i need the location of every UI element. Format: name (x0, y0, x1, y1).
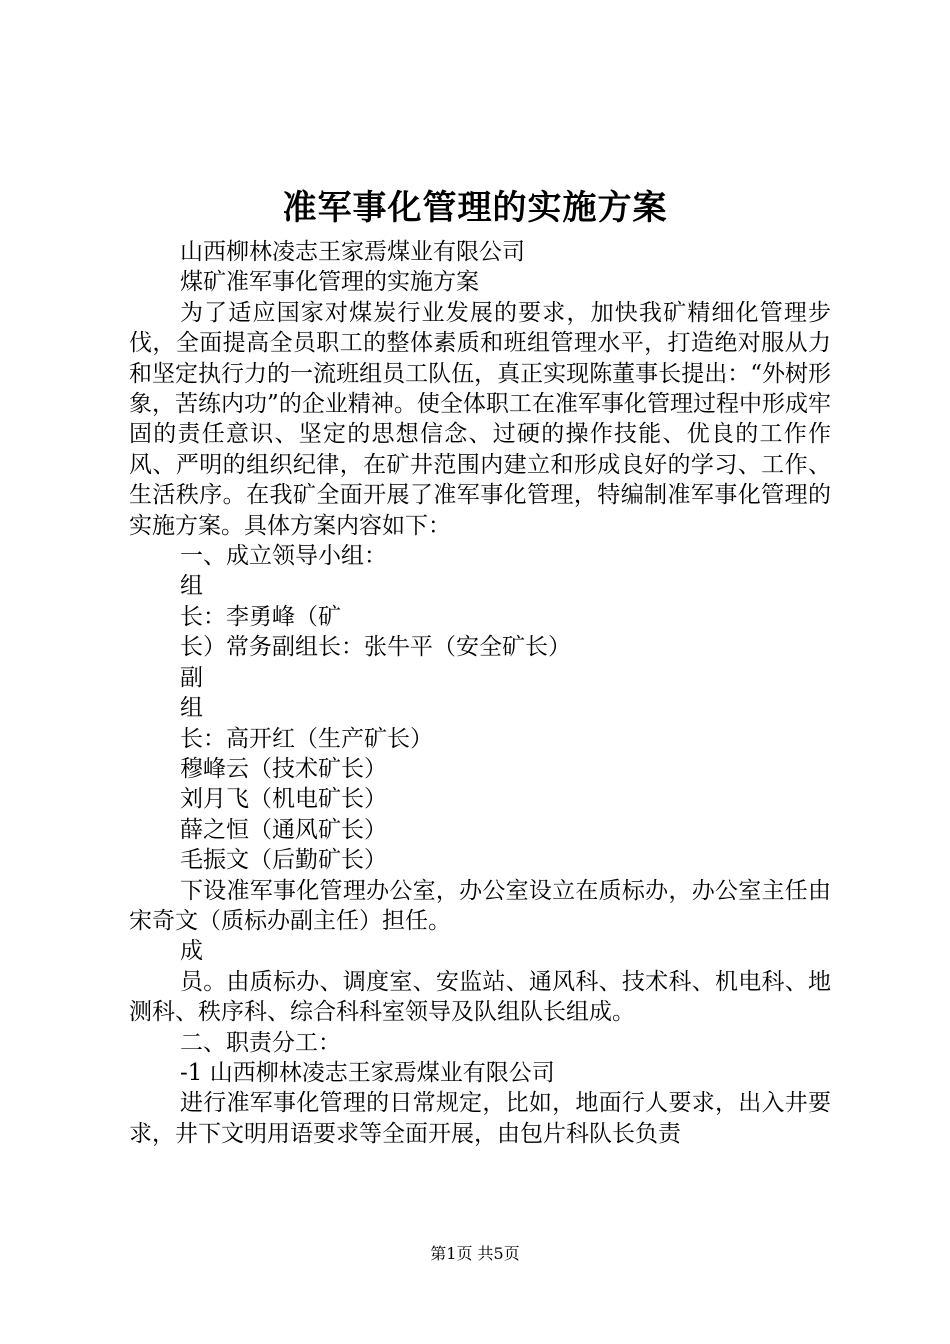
paragraph: 员。由质标办、调度室、安监站、通风科、技术科、机电科、地测科、秩序科、综合科科室领导及队组队长组成。 (129, 968, 831, 1026)
paragraph: 山西柳林凌志王家焉煤业有限公司 (180, 239, 525, 265)
paragraph: 组 (180, 573, 203, 600)
paragraph: 进行准军事化管理的日常规定，比如，地面行人要求，出入井要求，井下文明用语要求等全面开展，由包片科队长负责 (129, 1090, 831, 1147)
paragraph: 薛之恒（通风矿长） (180, 816, 387, 843)
paragraph: 为了适应国家对煤炭行业发展的要求，加快我矿精细化管理步伐，全面提高全员职工的整体素质和班组管理水平，打造绝对服从力和坚定执行力的一流班组员工队伍，真正实现陈董事长提出：“外树形象，苦练内功”的企业精神。使全体职工在准军事化管理过程中形成牢固的责任意识、坚定的思想信念、过硬的操作技能、优良的工作作风、严明的组织纪律，在矿井范围内建立和形成良好的学习、工作、生活秩序。在我矿全面开展了准军事化管理，特编制准军事化管理的实施方案。具体方案内容如下： (129, 299, 831, 539)
paragraph: 一、成立领导小组： (180, 543, 387, 570)
paragraph: 成 (180, 938, 203, 965)
paragraph: 长）常务副组长：张牛平（安全矿长） (180, 634, 571, 661)
paragraph: 长：高开红（生产矿长） (180, 725, 433, 752)
page-footer: 第1页 共5页 (430, 1244, 520, 1263)
paragraph: 二、职责分工： (180, 1029, 341, 1056)
paragraph: 毛振文（后勤矿长） (180, 847, 387, 874)
paragraph: 下设准军事化管理办公室，办公室设立在质标办，办公室主任由宋奇文（质标办副主任）担任。 (129, 877, 831, 934)
paragraph: 刘月飞（机电矿长） (180, 786, 387, 813)
paragraph: 组 (180, 695, 203, 722)
paragraph: 副 (180, 664, 203, 691)
paragraph: 穆峰云（技术矿长） (180, 755, 387, 782)
paragraph: -1 山西柳林凌志王家焉煤业有限公司 (180, 1059, 555, 1086)
document-body (129, 237, 831, 1149)
paragraph: 煤矿准军事化管理的实施方案 (180, 269, 479, 296)
paragraph: 长：李勇峰（矿 (180, 603, 341, 630)
document-title: 准军事化管理的实施方案 (282, 188, 668, 228)
